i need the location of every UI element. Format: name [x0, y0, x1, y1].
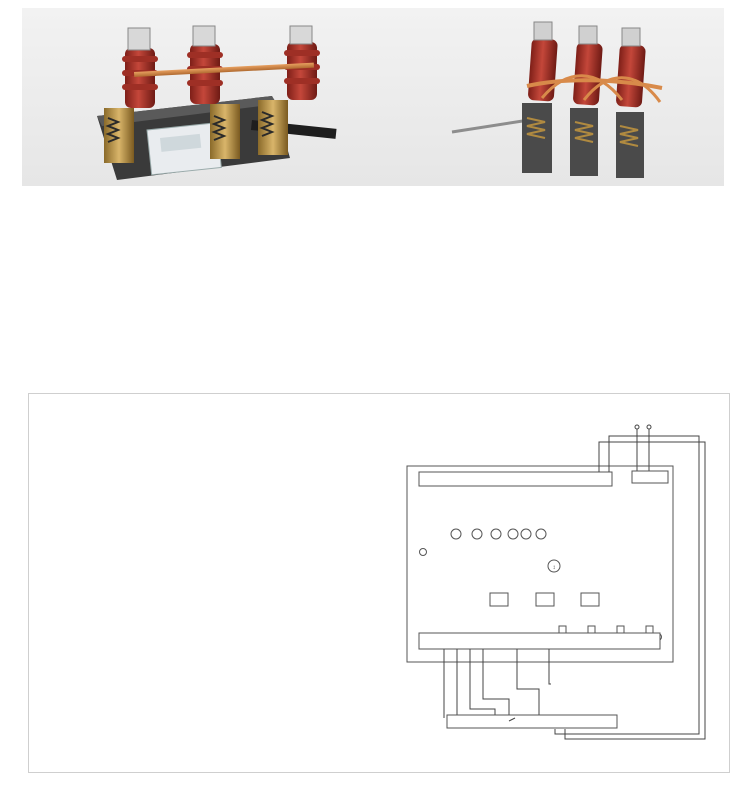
- product-photos: [22, 8, 724, 186]
- controller-panel: [28, 393, 730, 773]
- wiring-diagram: [359, 394, 729, 772]
- led-indicator: [451, 529, 461, 539]
- svg-text:↕: ↕: [552, 565, 556, 571]
- right-terminal-strip: [632, 471, 668, 483]
- wiring-diagram-svg: [359, 394, 729, 772]
- limit-terminal-strip: [447, 715, 617, 728]
- supply-terminal: [635, 425, 639, 429]
- led-indicators: [451, 529, 546, 539]
- top-terminal-strip: [419, 472, 612, 486]
- led-indicator: [472, 529, 482, 539]
- led-indicator: [536, 529, 546, 539]
- mounting-hole: [420, 549, 427, 556]
- closing-button[interactable]: [581, 593, 599, 606]
- product-photo-strip: [22, 8, 724, 186]
- led-indicator: [521, 529, 531, 539]
- led-indicator: [491, 529, 501, 539]
- supply-terminal: [647, 425, 651, 429]
- bottom-terminal-strip: [419, 633, 660, 649]
- reset-button[interactable]: [490, 593, 508, 606]
- opening-button[interactable]: [536, 593, 554, 606]
- led-indicator: [508, 529, 518, 539]
- operating-principle-list: [52, 461, 362, 463]
